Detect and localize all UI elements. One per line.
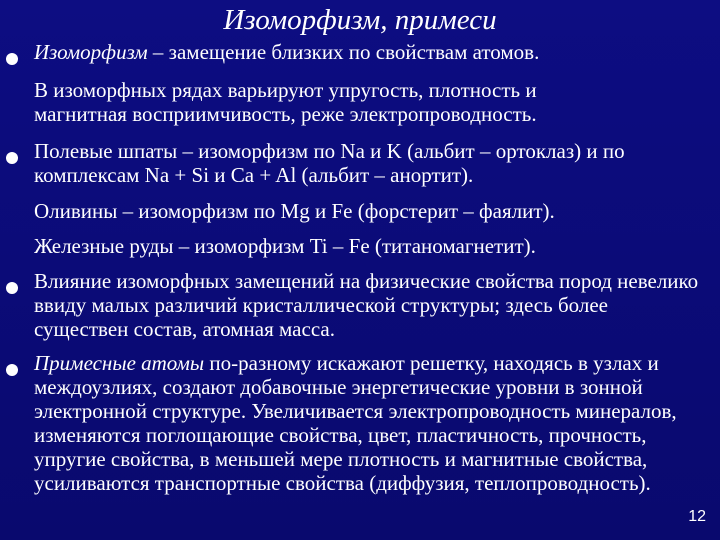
bullet-marker xyxy=(6,364,18,376)
slide-title: Изоморфизм, примеси xyxy=(223,4,497,36)
bullet-marker xyxy=(6,152,18,164)
paragraph-4: Оливины – изоморфизм по Mg и Fe (форстерит – фаялит). xyxy=(34,199,555,223)
bullet-marker xyxy=(6,282,18,294)
paragraph-3: Полевые шпаты – изоморфизм по Na и K (альбит – ортоклаз) и по комплексам Na + Si и Ca + Al (альбит – анортит). xyxy=(34,139,625,187)
slide-number: 12 xyxy=(688,508,706,525)
paragraph-1-text: – замещение близких по свойствам атомов. xyxy=(147,40,540,64)
term-isomorphism: Изоморфизм xyxy=(34,40,148,64)
paragraph-2: В изоморфных рядах варьируют упругость, плотность и магнитная восприимчивость, реже электропроводность. xyxy=(34,78,537,126)
paragraph-7-text: по-разному искажают решетку, находясь в узлах и междоузлиях, создают добавочные энергетические уровни в зонной электронной структуре. Увеличивается электропроводность минералов, изменяются поглощающие свойства, цвет, пластичность, прочность, упругие свойства, в меньшей мере плотность и магнитные свойства, усиливаются транспортные свойства (диффузия, теплопроводность). xyxy=(34,351,677,495)
term-impurity-atoms: Примесные атомы xyxy=(34,351,205,375)
bullet-marker xyxy=(6,53,18,65)
paragraph-7 xyxy=(34,351,684,495)
paragraph-5: Железные руды – изоморфизм Ti – Fe (титаномагнетит). xyxy=(34,234,536,258)
paragraph-6: Влияние изоморфных замещений на физические свойства пород невелико ввиду малых различий кристаллической структуры; здесь более существен состав, атомная масса. xyxy=(34,269,699,341)
paragraph-1 xyxy=(34,40,714,64)
